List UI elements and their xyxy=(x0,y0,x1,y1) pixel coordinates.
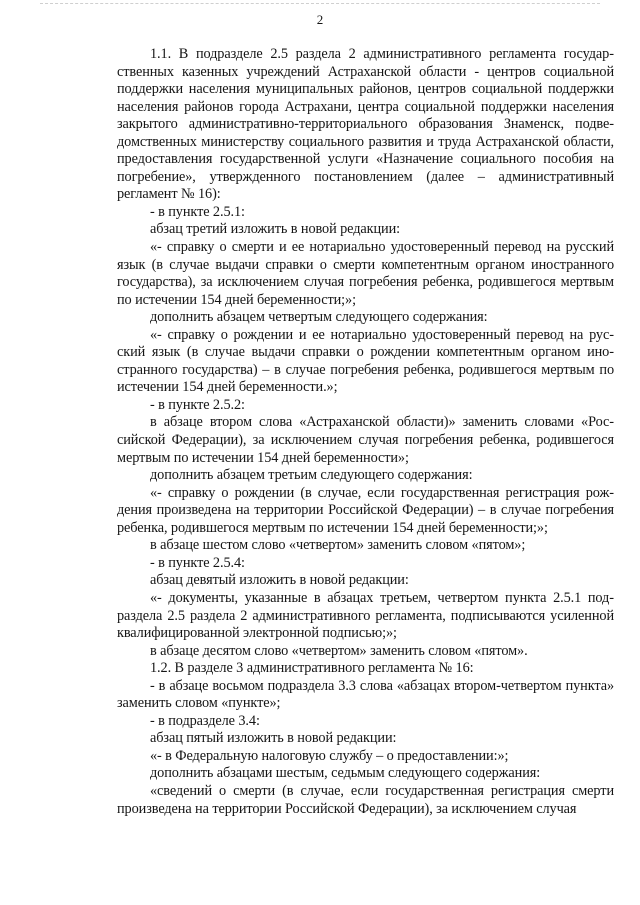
document-body xyxy=(117,46,614,818)
paragraph: в абзаце втором слова «Астраханской области)» заменить словами «Российской Федерации), за исключением случая погребения ребенка, родившегося мертвым по истечении 154 дней беременности»; xyxy=(117,414,614,466)
paragraph: - в подразделе 3.4: xyxy=(150,712,260,729)
paragraph: «сведений о смерти (в случае, если государственная регистрация смерти произведена на территории Российской Федерации), за исключением случая xyxy=(117,782,614,817)
paragraph: «- в Федеральную налоговую службу – о предоставлении:»; xyxy=(150,747,509,764)
paragraph: «- справку о смерти и ее нотариально удостоверенный перевод на русский язык (в случае выдачи справки о смерти компетентным органом иностранного государства), за исключением случая погребения ребенка, родившегося мертвым по истечении 154 дней беременности;»; xyxy=(117,239,614,308)
paragraph: абзац девятый изложить в новой редакции: xyxy=(150,572,409,589)
paragraph: в абзаце шестом слово «четвертом» заменить словом «пятом»; xyxy=(150,537,526,554)
scan-artifact-line xyxy=(40,3,600,4)
paragraph: абзац пятый изложить в новой редакции: xyxy=(150,730,397,747)
paragraph: абзац третий изложить в новой редакции: xyxy=(150,221,401,238)
paragraph: в абзаце десятом слово «четвертом» заменить словом «пятом». xyxy=(150,642,528,659)
paragraph: «- документы, указанные в абзацах третьем, четвертом пункта 2.5.1 подраздела 2.5 раздела 2 административного регламента, подписываются усиленной квалифицированной электронной подписью;»; xyxy=(117,589,614,642)
paragraph: - в абзаце восьмом подраздела 3.3 слова «абзацах втором-четвертом пункта» заменить словом «пункте»; xyxy=(117,677,614,712)
paragraph: 1.2. В разделе 3 административного регламента № 16: xyxy=(150,660,474,677)
paragraph: - в пункте 2.5.1: xyxy=(150,203,245,220)
paragraph: 1.1. В подразделе 2.5 раздела 2 административного регламента государственных казенных учреждений Астраханской области - центров социальной поддержки населения муниципальных районов, центров социальной поддержки населения районов города Астрахани, центра социальной поддержки населения закрытого административно-территориального образования Знаменск, подведомственных министерству социального развития и труда Астраханской области, предоставления государственной услуги «Назначение социального пособия на погребение», утвержденного постановлением (далее – административный регламент № 16): xyxy=(117,46,614,203)
paragraph: «- справку о рождении (в случае, если государственная регистрация рождения произведена на территории Российской Федерации) – в случае погребения ребенка, родившегося мертвым по истечении 154 дней беременности;»; xyxy=(117,484,614,536)
paragraph: дополнить абзацем третьим следующего содержания: xyxy=(150,467,473,484)
paragraph: - в пункте 2.5.2: xyxy=(150,396,245,413)
paragraph: дополнить абзацами шестым, седьмым следующего содержания: xyxy=(150,765,541,782)
paragraph: «- справку о рождении и ее нотариально удостоверенный перевод на русский язык (в случае выдачи справки о рождении компетентным органом иностранного государства) – в случае погребения ребенка, родившегося мертвым по истечении 154 дней беременности.»; xyxy=(117,326,614,396)
page-number: 2 xyxy=(316,12,324,27)
paragraph: - в пункте 2.5.4: xyxy=(150,554,245,571)
paragraph: дополнить абзацем четвертым следующего содержания: xyxy=(150,309,488,326)
